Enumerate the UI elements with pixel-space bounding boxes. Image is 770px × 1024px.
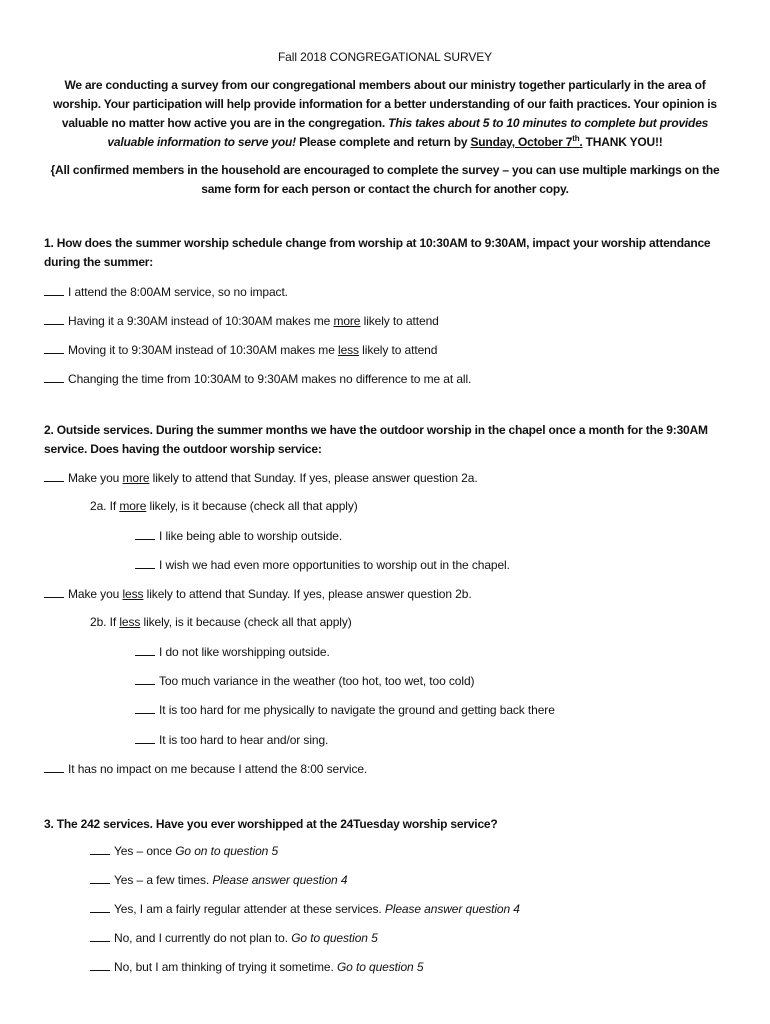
q2-no-impact-option xyxy=(44,761,367,776)
answer-blank[interactable] xyxy=(44,470,64,482)
q2b-option-1 xyxy=(135,644,330,659)
q2-more-label-b: likely to attend that Sunday. If yes, please answer question 2a. xyxy=(149,471,478,485)
q2-more-label-a: Make you xyxy=(68,471,123,485)
due-date xyxy=(471,135,583,149)
q2b-option-1-label: I do not like worshipping outside. xyxy=(159,645,330,659)
q1-option-3-label-b: likely to attend xyxy=(358,343,438,357)
question-1: 1. How does the summer worship schedule change from worship at 10:30AM to 9:30AM, impact your worship attendance during the summer: xyxy=(44,236,711,269)
answer-blank[interactable] xyxy=(90,872,110,884)
survey-title: Fall 2018 CONGREGATIONAL SURVEY xyxy=(277,50,493,64)
q2b-option-2 xyxy=(135,673,474,688)
q1-option-3-underlined: less xyxy=(338,343,359,357)
answer-blank[interactable] xyxy=(90,930,110,942)
q2b-underlined: less xyxy=(119,615,141,629)
q2-no-impact-label: It has no impact on me because I attend the 8:00 service. xyxy=(68,762,368,776)
answer-blank[interactable] xyxy=(44,586,64,598)
q2a-label-a: 2a. If xyxy=(90,499,120,513)
q2-more-option xyxy=(44,470,478,485)
answer-blank[interactable] xyxy=(135,673,155,685)
answer-blank[interactable] xyxy=(90,959,110,971)
intro-return-text: Please complete and return by xyxy=(295,135,471,149)
answer-blank[interactable] xyxy=(135,557,155,569)
intro-text: We are conducting a survey from our congregational members about our ministry together particularly in the area of worship. Your participation will help provide information for a better understanding of our faith practices. Your opinion is valuable no matter how active you are in the congregation. xyxy=(53,78,717,130)
q3-option-1-instruction: Go on to question 5 xyxy=(175,844,279,858)
answer-blank[interactable] xyxy=(135,644,155,656)
q3-option-1-label: Yes – once xyxy=(114,844,176,858)
answer-blank[interactable] xyxy=(135,528,155,540)
q3-option-5 xyxy=(90,959,423,974)
q2a-option-2-label: I wish we had even more opportunities to worship out in the chapel. xyxy=(159,558,510,572)
q3-option-2 xyxy=(90,872,347,887)
question-2a xyxy=(90,499,358,513)
answer-blank[interactable] xyxy=(44,342,64,354)
q2a-option-1-label: I like being able to worship outside. xyxy=(159,529,343,543)
question-3: 3. The 242 services. Have you ever worshipped at the 24Tuesday worship service? xyxy=(44,817,498,831)
answer-blank[interactable] xyxy=(90,843,110,855)
q2a-underlined: more xyxy=(119,499,147,513)
intro-paragraph xyxy=(42,76,728,152)
q2b-option-4-label: It is too hard to hear and/or sing. xyxy=(159,733,329,747)
q1-option-2-label-b: likely to attend xyxy=(360,314,439,328)
q1-option-2-label-a: Having it a 9:30AM instead of 10:30AM makes me xyxy=(68,314,334,328)
q1-option-2-underlined: more xyxy=(333,314,361,328)
q1-option-3 xyxy=(44,342,437,357)
answer-blank[interactable] xyxy=(44,761,64,773)
answer-blank[interactable] xyxy=(44,313,64,325)
q2-less-label-b: likely to attend that Sunday. If yes, please answer question 2b. xyxy=(143,587,472,601)
q1-option-1-label: I attend the 8:00AM service, so no impact. xyxy=(68,285,288,299)
q3-option-2-instruction: Please answer question 4 xyxy=(212,873,348,887)
q3-option-3-instruction: Please answer question 4 xyxy=(384,902,520,916)
q3-option-3 xyxy=(90,901,520,916)
due-date-dot: . xyxy=(579,135,583,149)
q2b-option-2-label: Too much variance in the weather (too hot, too wet, too cold) xyxy=(159,674,475,688)
q2b-label-a: 2b. If xyxy=(90,615,120,629)
q2b-option-3 xyxy=(135,702,555,717)
due-date-sup: th xyxy=(572,134,580,143)
q3-option-4 xyxy=(90,930,378,945)
q2-more-underlined: more xyxy=(122,471,150,485)
q3-option-4-label: No, and I currently do not plan to. xyxy=(114,931,292,945)
question-2b xyxy=(90,615,352,629)
q2-less-option xyxy=(44,586,472,601)
question-2: 2. Outside services. During the summer months we have the outdoor worship in the chapel once a month for the 9:30AM service. Does having the outdoor worship service: xyxy=(44,423,708,456)
q2a-option-1 xyxy=(135,528,342,543)
q3-option-5-instruction: Go to question 5 xyxy=(336,960,424,974)
q2b-option-4 xyxy=(135,732,328,747)
intro-italic: This takes about 5 to 10 minutes to complete but provides valuable information to serve you! xyxy=(107,116,709,149)
q3-option-4-instruction: Go to question 5 xyxy=(291,931,378,945)
q1-option-4-label: Changing the time from 10:30AM to 9:30AM makes no difference to me at all. xyxy=(68,372,472,386)
answer-blank[interactable] xyxy=(135,732,155,744)
q2b-option-3-label: It is too hard for me physically to navigate the ground and getting back there xyxy=(159,703,555,717)
q1-option-4 xyxy=(44,371,471,386)
answer-blank[interactable] xyxy=(44,371,64,383)
answer-blank[interactable] xyxy=(135,702,155,714)
household-note: {All confirmed members in the household are encouraged to complete the survey – you can use multiple markings on the same form for each person or contact the church for another copy. xyxy=(50,163,720,196)
q3-option-3-label: Yes, I am a fairly regular attender at these services. xyxy=(114,902,385,916)
q1-option-1 xyxy=(44,284,288,299)
q2b-label-b: likely, is it because (check all that apply) xyxy=(140,615,352,629)
q2a-label-b: likely, is it because (check all that apply) xyxy=(146,499,358,513)
answer-blank[interactable] xyxy=(44,284,64,296)
q2-less-label-a: Make you xyxy=(68,587,123,601)
due-date-text: Sunday, October 7 xyxy=(470,135,573,149)
q1-option-3-label-a: Moving it to 9:30AM instead of 10:30AM makes me xyxy=(68,343,338,357)
q3-option-2-label: Yes – a few times. xyxy=(114,873,213,887)
answer-blank[interactable] xyxy=(90,901,110,913)
q2a-option-2 xyxy=(135,557,510,572)
q1-option-2 xyxy=(44,313,439,328)
q3-option-1 xyxy=(90,843,278,858)
q2-less-underlined: less xyxy=(122,587,144,601)
q3-option-5-label: No, but I am thinking of trying it sometime. xyxy=(114,960,337,974)
thank-you: THANK YOU!! xyxy=(582,135,663,149)
